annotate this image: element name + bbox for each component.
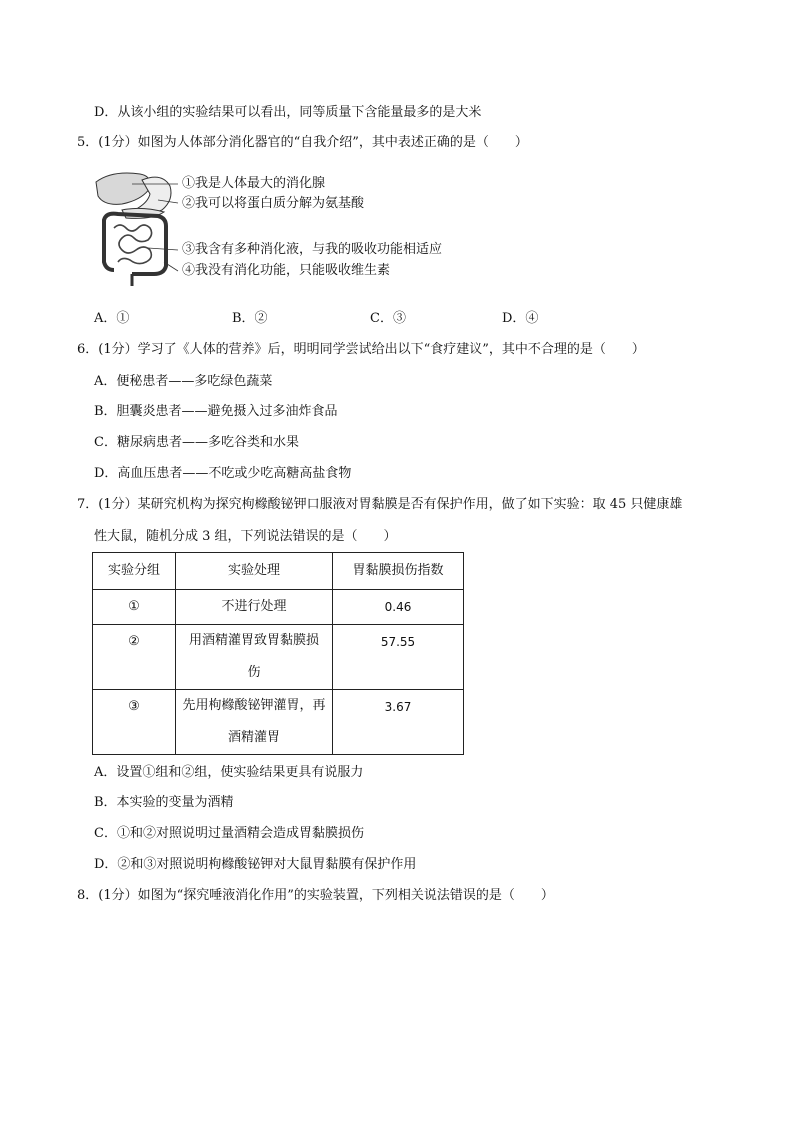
q4-option-d: D．从该小组的实验结果可以看出，同等质量下含能量最多的是大米 (94, 105, 482, 120)
experiment-table (92, 552, 464, 755)
table-cell-group: ③ (93, 690, 176, 755)
q7-option-b: B．本实验的变量为酒精 (94, 795, 234, 810)
q6-option-b: B．胆囊炎患者——避免摄入过多油炸食品 (94, 404, 338, 419)
figure-label-1: ①我是人体最大的消化腺 (182, 176, 326, 191)
table-header-cell: 胃黏膜损伤指数 (333, 553, 464, 590)
table-header-row (93, 553, 464, 590)
q7-stem-line1: 7．(1分）某研究机构为探究枸橼酸铋钾口服液对胃黏膜是否有保护作用，做了如下实验：取 45 只健康雄 (77, 497, 683, 512)
q6-stem: 6．(1分）学习了《人体的营养》后，明明同学尝试给出以下“食疗建议”，其中不合理的是（ ） (77, 342, 645, 357)
figure-label-2: ②我可以将蛋白质分解为氨基酸 (182, 196, 365, 211)
table-header-cell: 实验分组 (93, 553, 176, 590)
treatment-line-2: 酒精灌胃 (227, 730, 280, 745)
table-cell-group: ② (93, 625, 176, 690)
table-cell-index: 3.67 (333, 690, 464, 755)
q5-choice-b: B．② (232, 311, 268, 326)
q6-option-c: C．糖尿病患者——多吃谷类和水果 (94, 435, 299, 450)
table-cell-treatment (176, 590, 333, 625)
table-row (93, 590, 464, 625)
q6-option-a: A．便秘患者——多吃绿色蔬菜 (94, 374, 273, 389)
digestive-system-figure (92, 166, 492, 292)
q7-option-c: C．①和②对照说明过量酒精会造成胃黏膜损伤 (94, 826, 364, 841)
table-cell-index: 0.46 (333, 590, 464, 625)
figure-label-3: ③我含有多种消化液，与我的吸收功能相适应 (182, 242, 443, 257)
treatment-line-1: 先用枸橼酸铋钾灌胃，再 (182, 698, 326, 713)
q7-option-a: A．设置①组和②组，使实验结果更具有说服力 (94, 765, 364, 780)
table-cell-group: ① (93, 590, 176, 625)
table-cell-treatment (176, 625, 333, 690)
q7-option-d: D．②和③对照说明枸橼酸铋钾对大鼠胃黏膜有保护作用 (94, 857, 417, 872)
q5-stem: 5．(1分）如图为人体部分消化器官的“自我介绍”，其中表述正确的是（ ） (77, 135, 528, 150)
treatment-line-1: 不进行处理 (221, 599, 287, 614)
figure-label-4: ④我没有消化功能，只能吸收维生素 (182, 263, 391, 278)
table-header-cell: 实验处理 (176, 553, 333, 590)
q6-option-d: D．高血压患者——不吃或少吃高糖高盐食物 (94, 466, 352, 481)
q7-stem-line2: 性大鼠，随机分成 3 组，下列说法错误的是（ ） (94, 529, 397, 544)
q5-choice-c: C．③ (370, 311, 406, 326)
table-cell-treatment (176, 690, 333, 755)
table-row (93, 690, 464, 755)
table-cell-index: 57.55 (333, 625, 464, 690)
q5-choice-d: D．④ (502, 311, 539, 326)
q5-choice-a: A．① (94, 311, 130, 326)
table-row (93, 625, 464, 690)
q8-stem: 8．(1分）如图为“探究唾液消化作用”的实验装置，下列相关说法错误的是（ ） (77, 888, 554, 903)
treatment-line-1: 用酒精灌胃致胃黏膜损 (188, 633, 319, 648)
treatment-line-2: 伤 (247, 665, 261, 680)
